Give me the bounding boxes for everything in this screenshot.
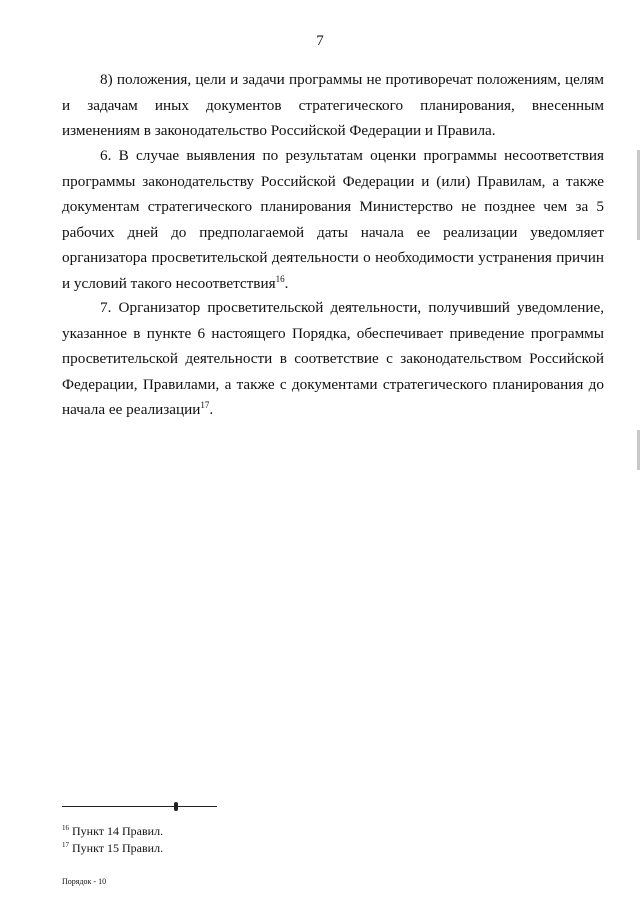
document-code: Порядок - 10 — [62, 877, 107, 886]
paragraph-text: 8) положения, цели и задачи программы не противоречат положениям, целям и задачам иных документов стратегического планирования, внесенным изменениям в законодательство Российской Федерации и Правила. — [62, 71, 604, 140]
footnotes — [62, 823, 362, 857]
footnote-number: 17 — [62, 841, 69, 849]
paragraph-ending: . — [209, 401, 214, 419]
footnote-number: 16 — [62, 824, 69, 832]
footnote-reference: 17 — [200, 400, 210, 411]
footnote-text: Пункт 14 Правил. — [72, 824, 164, 838]
scan-mark — [174, 802, 178, 811]
footnote-item — [62, 823, 362, 840]
paragraph-item-8 — [62, 67, 604, 144]
page-number: 7 — [316, 33, 324, 49]
paragraph-point-6 — [62, 143, 604, 297]
footnote-item — [62, 840, 362, 857]
footnote-reference: 16 — [275, 273, 285, 284]
paragraph-text: 7. Организатор просветительской деятельности, получивший уведомление, указанное в пункте 6 настоящего Порядка, обеспечивает приведение программы просветительской деятельности в соответствие с законодательством Российской Федерации, Правилами, а также с документами стратегического планирования до начала ее реализации — [62, 299, 604, 419]
footnote-separator — [62, 806, 217, 807]
paragraph-ending: . — [284, 274, 289, 292]
paragraph-text: 6. В случае выявления по результатам оценки программы несоответствия программы законодательству Российской Федерации и (или) Правилам, а также документам стратегического планирования Министерство не позднее чем за 5 рабочих дней до предполагаемой даты начала ее реализации уведомляет организатора просветительской деятельности о необходимости устранения причин и условий такого несоответствия — [62, 147, 604, 292]
paragraph-point-7 — [62, 295, 604, 423]
footnote-text: Пункт 15 Правил. — [72, 841, 164, 855]
